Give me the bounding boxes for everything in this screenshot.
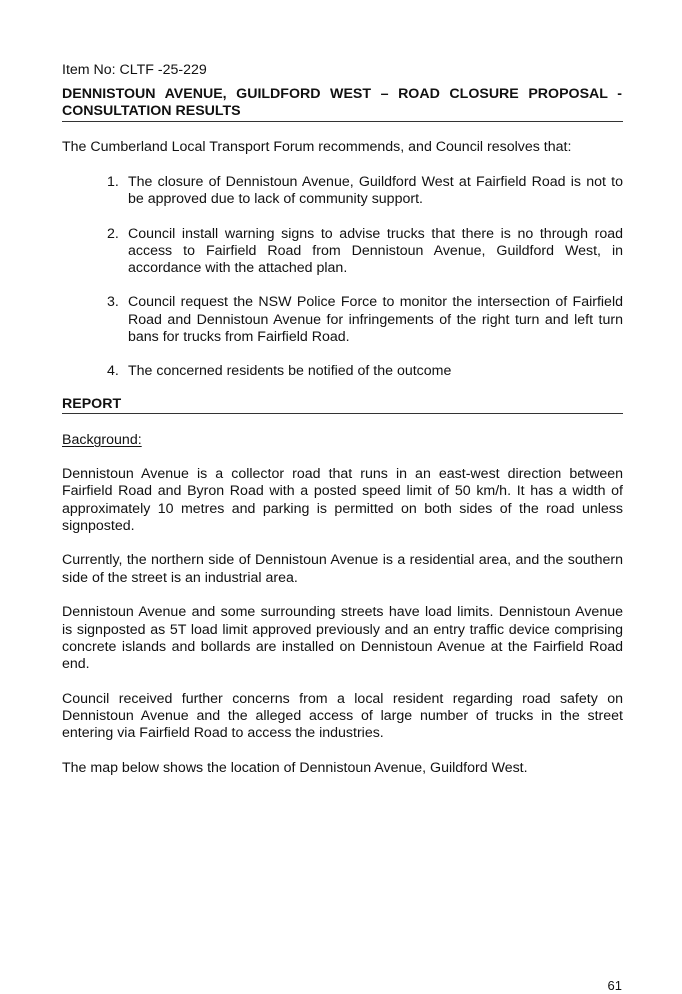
intro-text: The Cumberland Local Transport Forum recommends, and Council resolves that:	[62, 139, 572, 155]
body-paragraph: Dennistoun Avenue is a collector road that runs in an east-west direction between Fairfield Road and Byron Road with a posted speed limit of 50 km/h. It has a width of approximately 10 metres and parking is permitted on both sides of the road unless signposted.	[62, 466, 623, 534]
resolution-number: 3.	[107, 294, 119, 311]
report-divider	[62, 413, 623, 414]
title-divider	[62, 121, 623, 122]
resolution-text: Council request the NSW Police Force to monitor the intersection of Fairfield Road and Dennistoun Avenue for infringements of the right turn and left turn bans for trucks from Fairfield Road.	[128, 294, 623, 346]
report-heading: REPORT	[62, 396, 122, 412]
resolution-item	[62, 174, 623, 209]
resolution-number: 1.	[107, 174, 119, 190]
resolution-item	[62, 226, 623, 278]
report-body	[62, 466, 623, 795]
resolution-number: 2.	[107, 225, 119, 242]
resolution-item	[62, 363, 623, 380]
body-paragraph: Currently, the northern side of Dennistoun Avenue is a residential area, and the southern side of the street is an industrial area.	[62, 552, 623, 586]
resolution-text: The concerned residents be notified of the outcome	[128, 363, 452, 380]
page-number: 61	[607, 978, 622, 993]
body-paragraph: Dennistoun Avenue and some surrounding streets have load limits. Dennistoun Avenue is signposted as 5T load limit approved previously and an entry traffic device comprising concrete islands and bollards are installed on Dennistoun Avenue at the Fairfield Road end.	[62, 604, 623, 673]
body-paragraph: The map below shows the location of Dennistoun Avenue, Guildford West.	[62, 760, 528, 777]
resolution-text: The closure of Dennistoun Avenue, Guildford West at Fairfield Road is not to be approved due to lack of community support.	[128, 174, 623, 208]
body-paragraph: Council received further concerns from a local resident regarding road safety on Dennistoun Avenue and the alleged access of large number of trucks in the street entering via Fairfield Road to access the industries.	[62, 690, 623, 742]
background-heading: Background:	[62, 432, 142, 448]
resolution-item	[62, 294, 623, 346]
resolutions-list	[62, 174, 623, 398]
page-title: DENNISTOUN AVENUE, GUILDFORD WEST – ROAD CLOSURE PROPOSAL - CONSULTATION RESULTS	[62, 86, 622, 120]
resolution-number: 4.	[107, 363, 119, 380]
resolution-text: Council install warning signs to advise trucks that there is no through road access to Fairfield Road from Dennistoun Avenue, Guildford West, in accordance with the attached plan.	[128, 225, 623, 277]
item-number: Item No: CLTF -25-229	[62, 62, 207, 78]
